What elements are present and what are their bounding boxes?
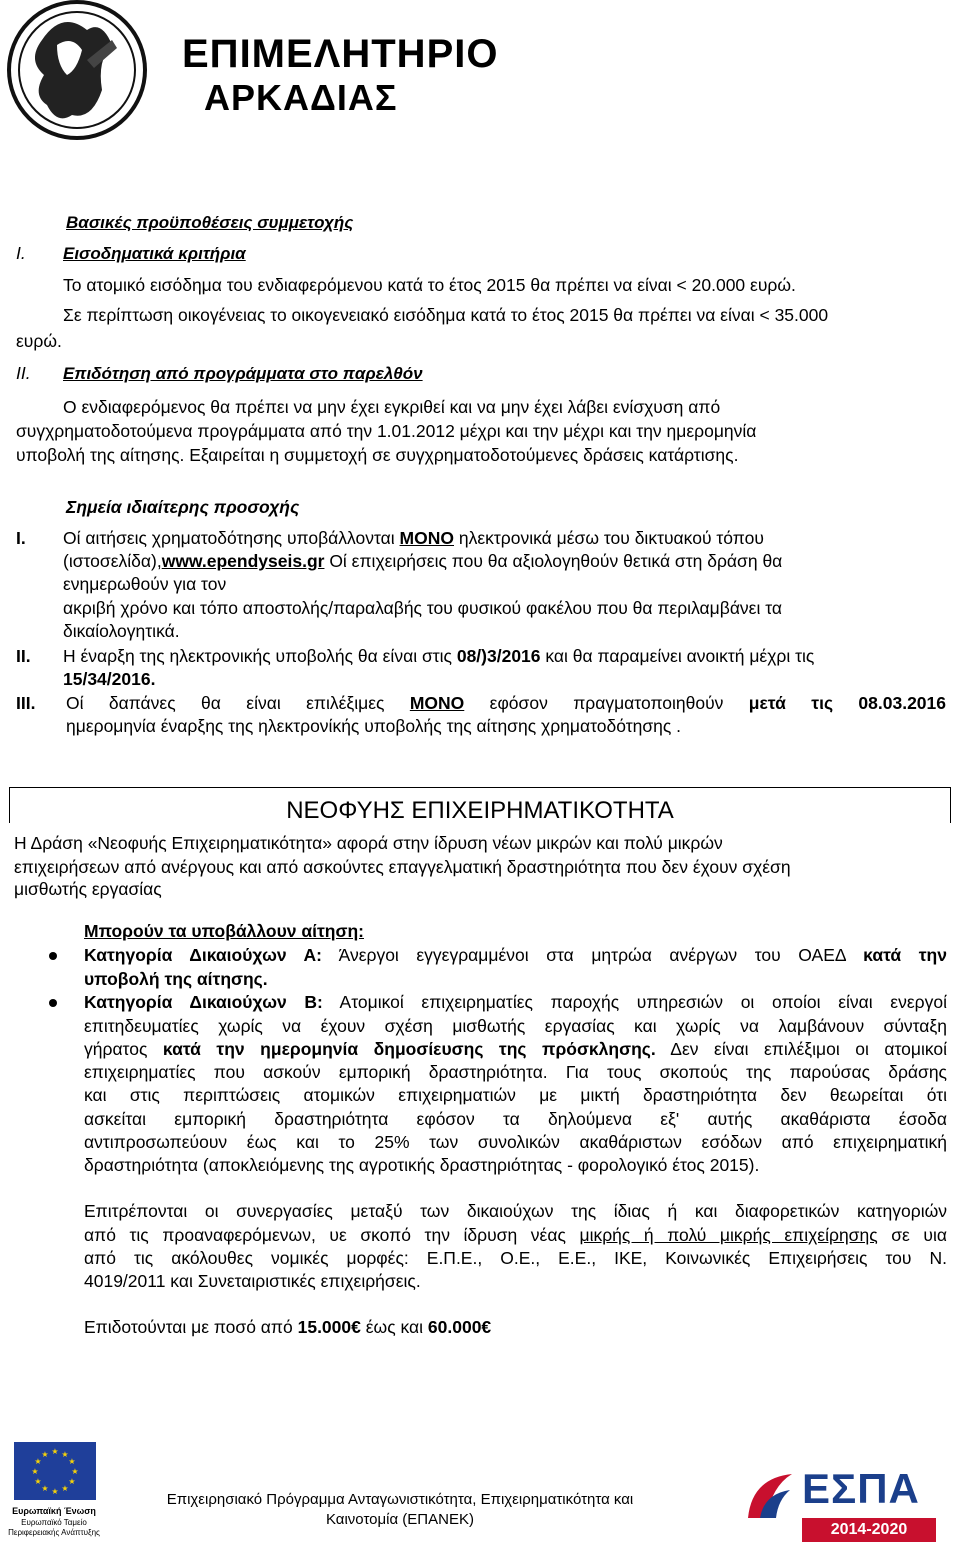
cooperation-line4: 4019/2011 και Συνεταιριστικές επιχειρήσεις.	[84, 1271, 421, 1291]
attention-2-line1: Η έναρξη της ηλεκτρονικής υποβολής θα είναι στις 08/)3/2016 και θα παραμείνει ανοικτή μέχρι τις	[63, 646, 815, 666]
category-b-line3: γήρατος κατά την ημερομηνία δημοσίευσης της πρόσκλησης. Δεν είναι επιλέξιμοι οι ατομικοί	[84, 1039, 947, 1059]
funding-amount: Επιδοτούνται με ποσό από 15.000€ έως και 60.000€	[84, 1317, 492, 1337]
eu-label-line2: Ευρωπαϊκό Ταμείο	[21, 1518, 87, 1527]
cooperation-line3: από τις ακόλουθες νομικές μορφές: Ε.Π.Ε., Ο.Ε., Ε.Ε., ΙΚΕ, Κοινωνικές Επιχειρήσεις του Ν.	[84, 1248, 947, 1268]
program-name-line2: Καινοτομία (ΕΠΑΝΕΚ)	[325, 1511, 474, 1528]
attention-3-number: III.	[16, 693, 36, 713]
category-b-line8: δραστηριότητα (αποκλειόμενης της αγροτικής δραστηριότητας - φορολογικό έτος 2015).	[84, 1155, 760, 1175]
basic-requirements-heading: Βασικές προϋποθέσεις συμμετοχής	[66, 213, 354, 232]
neofyis-intro-line2: επιχειρήσεων από ανέργους και από ασκούντες επαγγελματική δραστηριότητα που δεν έχουν σχέση	[14, 857, 791, 877]
svg-text:★: ★	[34, 1457, 42, 1466]
attention-1-line2: (ιστοσελίδα),www.ependyseis.gr Οί επιχειρήσεις που θα αξιολογηθούν θετικά στη δράση θα	[63, 551, 783, 571]
eu-logo	[4, 1440, 104, 1548]
neofyis-intro-line3: μισθωτής εργασίας	[14, 879, 162, 899]
attention-1-line5: δικαίολογητικά.	[63, 621, 180, 641]
svg-text:★: ★	[68, 1477, 76, 1486]
ependyseis-link[interactable]: www.ependyseis.gr	[161, 551, 325, 571]
espa-text: ΕΣΠΑ	[802, 1465, 920, 1512]
section-1-line2: Σε περίπτωση οικογένειας το οικογενειακό εισόδημα κατά το έτος 2015 θα πρέπει να είναι < 35.000	[63, 305, 829, 325]
attention-1-line1: Οί αιτήσεις χρηματοδότησης υποβάλλονται ΜΟΝΟ ηλεκτρονικά μέσω του δικτυακού τόπου	[63, 528, 764, 548]
section-2-title: Επιδότηση από προγράμματα στο παρελθόν	[63, 364, 423, 383]
section-2-line2: συγχρηματοδοτούμενα προγράμματα από την 1.01.2012 μέχρι και την μέχρι και την ημερομηνία	[16, 421, 757, 441]
section-1-number: I.	[16, 243, 26, 263]
category-b-line1: Κατηγορία Δικαιούχων Β: Ατομικοί επιχειρηματίες παροχής υπηρεσιών οι οποίοι είναι ενεργοί	[84, 992, 947, 1012]
attention-2-number: II.	[16, 646, 31, 666]
program-name-line1: Επιχειρησιακό Πρόγραμμα Ανταγωνιστικότητα, Επιχειρηματικότητα και	[166, 1491, 634, 1508]
org-name-line1: ΕΠΙΜΕΛΗΤΗΡΙΟ	[182, 32, 499, 76]
category-b-line5: και στις περιπτώσεις ατομικών επιχειρηματιών με μικτή δραστηριότητα δεν θεωρείται ότι	[84, 1085, 947, 1105]
cooperation-line1: Επιτρέπονται οι συνεργασίες μεταξύ των δικαιούχων της ίδιας ή και διαφορετικών κατηγοριών	[84, 1201, 947, 1221]
bullet-icon	[49, 999, 57, 1007]
attention-1-line3: ενημερωθούν για τον	[63, 574, 227, 594]
eu-label-line3: Περιφερειακής Ανάπτυξης	[8, 1528, 100, 1537]
svg-text:★: ★	[71, 1467, 79, 1476]
category-a-line2: υποβολή της αίτησης.	[84, 969, 268, 989]
category-b-line7: αντιπροσωπεύουν έως και το 25% των συνολικών ακαθάριστων εσόδων από επιχειρηματική	[84, 1132, 947, 1152]
section-1-title: Εισοδηματικά κριτήρια	[63, 244, 246, 263]
svg-text:★: ★	[51, 1487, 59, 1496]
section-2-line3: υποβολή της αίτησης. Εξαιρείται η συμμετοχή σε συγχρηματοδοτούμενες δράσεις κατάρτισης.	[16, 445, 739, 465]
section-1-line3: ευρώ.	[16, 331, 62, 351]
attention-2-line2: 15/34/2016.	[63, 669, 156, 689]
category-b-line2: επιτηδευματίες χωρίς να έχουν σχέση μισθωτής εργασίας και χωρίς να λαμβάνουν σύνταξη	[84, 1016, 947, 1036]
can-submit-heading: Μπορούν τα υποβάλλουν αίτηση:	[84, 921, 364, 941]
svg-text:★: ★	[61, 1484, 69, 1493]
cooperation-line2: από τις προαναφερόμενων, υε σκοπό την ίδρυση νέας μικρής ή πολύ μικρής επιχείρησης σε υια	[84, 1225, 947, 1245]
chamber-logo	[0, 0, 510, 150]
espa-years: 2014-2020	[802, 1518, 936, 1542]
eu-label-line1: Ευρωπαϊκή Ένωση	[12, 1506, 96, 1516]
section-2-line1: Ο ενδιαφερόμενος θα πρέπει να μην έχει εγκριθεί και να μην έχει λάβει ενίσχυση από	[63, 397, 721, 417]
attention-1-line4: ακριβή χρόνο και τόπο αποστολής/παραλαβής του φυσικού φακέλου που θα περιλαμβάνει τα	[63, 598, 783, 618]
svg-text:★: ★	[41, 1484, 49, 1493]
category-a-line1: Κατηγορία Δικαιούχων Α: Άνεργοι εγγεγραμμένοι στα μητρώα ανέργων του ΟΑΕΔ κατά την	[84, 945, 947, 965]
attention-3-line1: Οί δαπάνες θα είναι επιλέξιμες ΜΟΝΟ εφόσον πραγματοποιηθούν μετά τις 08.03.2016	[66, 693, 947, 713]
espa-mark-icon	[742, 1468, 798, 1524]
svg-text:★: ★	[41, 1450, 49, 1459]
svg-text:★: ★	[51, 1447, 59, 1456]
attention-3-line2: ημερομηνία έναρξης της ηλεκτρονίκής υποβολής της αίτησης χρηματοδότησης .	[66, 716, 682, 736]
neofyis-title: ΝΕΟΦΥΗΣ ΕΠΙΧΕΙΡΗΜΑΤΙΚΟΤΗΤΑ	[286, 797, 674, 824]
attention-heading: Σημεία ιδιαίτερης προσοχής	[66, 497, 300, 517]
svg-text:★: ★	[61, 1450, 69, 1459]
svg-text:★: ★	[34, 1477, 42, 1486]
eu-flag-icon	[14, 1442, 96, 1500]
attention-1-number: I.	[16, 528, 26, 548]
svg-text:★: ★	[68, 1457, 76, 1466]
chamber-emblem-icon	[2, 0, 152, 150]
category-b-line4: επιχειρηματίες που ασκούν εμπορική δραστηριότητα. Για τους σκοπούς της παρούσας δράσης	[84, 1062, 947, 1082]
neofyis-intro-line1: Η Δράση «Νεοφυής Επιχειρηματικότητα» αφορά στην ίδρυση νέων μικρών και πολύ μικρών	[14, 833, 723, 853]
section-1-line1: Το ατομικό εισόδημα του ενδιαφερόμενου κατά το έτος 2015 θα πρέπει να είναι < 20.000 ευρώ.	[63, 275, 796, 295]
bullet-icon	[49, 952, 57, 960]
espa-logo	[742, 1464, 942, 1550]
svg-text:★: ★	[31, 1467, 39, 1476]
org-name-line2: ΑΡΚΑΔΙΑΣ	[204, 77, 398, 118]
category-b-line6: ασκείται εμπορική δραστηριότητα εφόσον τα δηλούμενα εξ' αυτής ακαθάριστα έσοδα	[84, 1109, 947, 1129]
section-2-number: II.	[16, 363, 31, 383]
